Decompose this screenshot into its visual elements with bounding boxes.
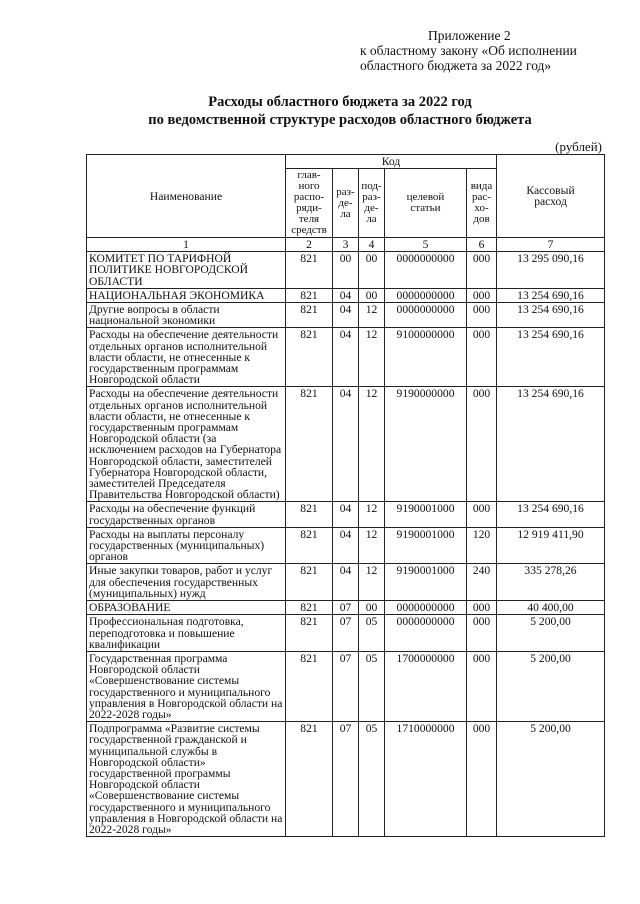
row-section: 04	[333, 502, 359, 527]
row-name: Другие вопросы в области национальной экономики	[87, 303, 286, 328]
row-main-manager: 821	[286, 252, 333, 289]
row-section: 04	[333, 328, 359, 387]
row-expense-type: 000	[467, 722, 497, 837]
row-amount: 5 200,00	[497, 651, 605, 721]
table-row	[87, 387, 605, 502]
column-number: 7	[497, 238, 605, 252]
table-row	[87, 601, 605, 615]
row-name: Государственная программа Новгородской области «Совершенствование системы государственного и муниципального управления в Новгородской области на 2022-2028 годы»	[87, 651, 286, 721]
table-row	[87, 328, 605, 387]
units-label: (рублей)	[555, 139, 602, 154]
row-name: Иные закупки товаров, работ и услуг для обеспечения государственных (муниципальных) нужд	[87, 564, 286, 601]
row-expense-type: 240	[467, 564, 497, 601]
row-amount: 13 295 090,16	[497, 252, 605, 289]
row-expense-type: 000	[467, 615, 497, 652]
row-main-manager: 821	[286, 502, 333, 527]
row-subsection: 05	[359, 615, 385, 652]
row-target-item: 1710000000	[385, 722, 467, 837]
appendix-law-reference: к областному закону «Об исполнении	[360, 43, 577, 58]
row-name: Расходы на обеспечение деятельности отдельных органов исполнительной власти области, не отнесенные к государственным программам Новгородской области	[87, 328, 286, 387]
header-amount: Кассовый расход	[497, 155, 605, 238]
row-target-item: 0000000000	[385, 252, 467, 289]
table-row	[87, 615, 605, 652]
row-subsection: 12	[359, 527, 385, 564]
row-expense-type: 000	[467, 387, 497, 502]
header-code: Код	[286, 155, 497, 169]
appendix-law-title: областного бюджета за 2022 год»	[360, 58, 552, 73]
row-target-item: 1700000000	[385, 651, 467, 721]
row-main-manager: 821	[286, 601, 333, 615]
row-section: 07	[333, 722, 359, 837]
row-expense-type: 000	[467, 252, 497, 289]
row-main-manager: 821	[286, 328, 333, 387]
row-name: НАЦИОНАЛЬНАЯ ЭКОНОМИКА	[87, 288, 286, 302]
row-target-item: 0000000000	[385, 288, 467, 302]
row-main-manager: 821	[286, 651, 333, 721]
row-main-manager: 821	[286, 722, 333, 837]
row-amount: 5 200,00	[497, 615, 605, 652]
row-subsection: 00	[359, 252, 385, 289]
row-section: 00	[333, 252, 359, 289]
row-section: 07	[333, 601, 359, 615]
row-name: Расходы на выплаты персоналу государственных (муниципальных) органов	[87, 527, 286, 564]
row-subsection: 12	[359, 564, 385, 601]
table-row	[87, 722, 605, 837]
row-expense-type: 000	[467, 502, 497, 527]
row-name: Расходы на обеспечение деятельности отдельных органов исполнительной власти области, не отнесенные к государственным программам Новгородской области (за исключением расходов на Губернатора Новгородской области, заместителей Губернатора Новгородской области, заместителей Председателя Правительства Новгородской области)	[87, 387, 286, 502]
row-subsection: 12	[359, 502, 385, 527]
row-section: 04	[333, 564, 359, 601]
row-main-manager: 821	[286, 387, 333, 502]
row-amount: 335 278,26	[497, 564, 605, 601]
row-target-item: 0000000000	[385, 303, 467, 328]
table-row	[87, 288, 605, 302]
row-expense-type: 000	[467, 303, 497, 328]
row-subsection: 05	[359, 651, 385, 721]
row-subsection: 05	[359, 722, 385, 837]
row-main-manager: 821	[286, 564, 333, 601]
column-number: 6	[467, 238, 497, 252]
row-amount: 40 400,00	[497, 601, 605, 615]
row-amount: 13 254 690,16	[497, 387, 605, 502]
table-row	[87, 252, 605, 289]
row-section: 07	[333, 651, 359, 721]
row-amount: 5 200,00	[497, 722, 605, 837]
table-row	[87, 564, 605, 601]
row-target-item: 9190001000	[385, 502, 467, 527]
document-subtitle: по ведомственной структуре расходов областного бюджета	[148, 112, 532, 128]
row-name: Расходы на обеспечение функций государственных органов	[87, 502, 286, 527]
row-amount: 12 919 411,90	[497, 527, 605, 564]
table-row	[87, 502, 605, 527]
row-subsection: 12	[359, 387, 385, 502]
row-target-item: 9190001000	[385, 564, 467, 601]
header-main-manager: глав- ного распо- ряди- теля средств	[286, 169, 333, 238]
column-number: 2	[286, 238, 333, 252]
row-name: Профессиональная подготовка, переподготовка и повышение квалификации	[87, 615, 286, 652]
row-expense-type: 000	[467, 288, 497, 302]
row-section: 04	[333, 527, 359, 564]
row-expense-type: 000	[467, 328, 497, 387]
header-expense-type: вида рас- хо- дов	[467, 169, 497, 238]
row-target-item: 9190000000	[385, 387, 467, 502]
row-target-item: 0000000000	[385, 615, 467, 652]
row-amount: 13 254 690,16	[497, 288, 605, 302]
row-main-manager: 821	[286, 615, 333, 652]
column-number: 4	[359, 238, 385, 252]
row-main-manager: 821	[286, 288, 333, 302]
column-number-row	[87, 238, 605, 252]
table-row	[87, 527, 605, 564]
column-number: 3	[333, 238, 359, 252]
row-section: 04	[333, 288, 359, 302]
header-target-item: целевой статьи	[385, 169, 467, 238]
row-section: 04	[333, 387, 359, 502]
row-main-manager: 821	[286, 303, 333, 328]
row-section: 07	[333, 615, 359, 652]
row-subsection: 12	[359, 303, 385, 328]
row-amount: 13 254 690,16	[497, 328, 605, 387]
row-name: Подпрограмма «Развитие системы государственной гражданской и муниципальной службы в Новгородской области» государственной программы Новгородской области «Совершенствование системы государственного и муниципального управления в Новгородской области на 2022-2028 годы»	[87, 722, 286, 837]
column-number: 5	[385, 238, 467, 252]
row-amount: 13 254 690,16	[497, 303, 605, 328]
row-expense-type: 000	[467, 601, 497, 615]
budget-table	[86, 154, 605, 837]
row-subsection: 00	[359, 601, 385, 615]
row-main-manager: 821	[286, 527, 333, 564]
row-subsection: 12	[359, 328, 385, 387]
row-subsection: 00	[359, 288, 385, 302]
appendix-number: Приложение 2	[428, 28, 511, 43]
header-name: Наименование	[87, 155, 286, 238]
row-section: 04	[333, 303, 359, 328]
document-title: Расходы областного бюджета за 2022 год	[208, 94, 472, 110]
table-row	[87, 651, 605, 721]
header-subsection: под- раз- де- ла	[359, 169, 385, 238]
row-name: ОБРАЗОВАНИЕ	[87, 601, 286, 615]
column-number: 1	[87, 238, 286, 252]
row-name: КОМИТЕТ ПО ТАРИФНОЙ ПОЛИТИКЕ НОВГОРОДСКОЙ ОБЛАСТИ	[87, 252, 286, 289]
appendix-note	[360, 28, 630, 73]
row-expense-type: 000	[467, 651, 497, 721]
row-target-item: 9100000000	[385, 328, 467, 387]
row-expense-type: 120	[467, 527, 497, 564]
row-target-item: 0000000000	[385, 601, 467, 615]
header-section: раз- де- ла	[333, 169, 359, 238]
row-amount: 13 254 690,16	[497, 502, 605, 527]
row-target-item: 9190001000	[385, 527, 467, 564]
table-row	[87, 303, 605, 328]
